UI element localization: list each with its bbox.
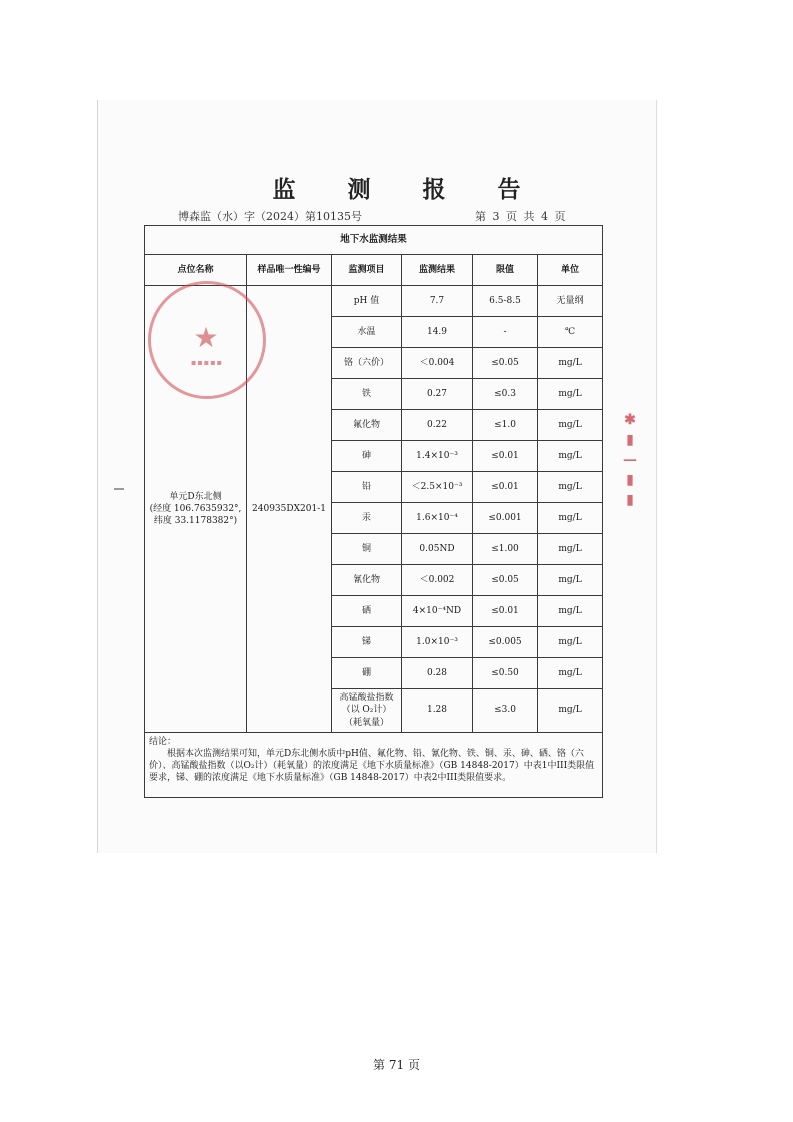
seal-text-icon: ▪▪▪▪▪	[190, 358, 224, 367]
result-cell: ＜2.5×10⁻³	[402, 472, 473, 503]
item-cell: 氟化物	[332, 410, 402, 441]
page-of-total: 第 3 页 共 4 页	[475, 210, 566, 223]
unit-cell: 无量纲	[538, 286, 603, 317]
limit-cell: ≤0.50	[473, 658, 538, 689]
sample-id-cell: 240935DX201-1	[247, 286, 332, 733]
scan-margin-mark	[114, 488, 124, 490]
result-cell: 0.22	[402, 410, 473, 441]
item-cell: 铅	[332, 472, 402, 503]
item-line: （耗氧量）	[343, 717, 389, 728]
table-caption: 地下水监测结果	[145, 226, 603, 255]
header-cell: 样品唯一性编号	[247, 255, 332, 286]
seam-stamp-mark-icon: ▮	[626, 492, 634, 508]
limit-cell: ≤0.01	[473, 596, 538, 627]
seam-stamp-mark-icon: ▮	[626, 432, 634, 448]
limit-cell: ≤1.00	[473, 534, 538, 565]
limit-cell: ≤0.3	[473, 379, 538, 410]
item-cell: 硒	[332, 596, 402, 627]
item-cell: 锑	[332, 627, 402, 658]
item-cell: 砷	[332, 441, 402, 472]
unit-cell: mg/L	[538, 379, 603, 410]
item-line: （以 O₂计）	[341, 705, 392, 716]
unit-cell: mg/L	[538, 658, 603, 689]
conclusion-label: 结论：	[149, 737, 177, 747]
report-number: 博森监（水）字（2024）第10135号	[178, 210, 362, 223]
limit-cell: -	[473, 317, 538, 348]
unit-cell: mg/L	[538, 348, 603, 379]
limit-cell: ≤0.01	[473, 441, 538, 472]
unit-cell: mg/L	[538, 503, 603, 534]
item-cell: 水温	[332, 317, 402, 348]
seam-stamp-mark-icon: ▮	[626, 472, 634, 488]
seal-star-icon: ★	[193, 321, 219, 354]
item-cell: 铜	[332, 534, 402, 565]
unit-cell: mg/L	[538, 410, 603, 441]
unit-cell: mg/L	[538, 689, 603, 733]
location-line: 纬度 33.1178382°)	[153, 516, 238, 527]
result-cell: 1.6×10⁻⁴	[402, 503, 473, 534]
limit-cell: ≤3.0	[473, 689, 538, 733]
result-cell: 7.7	[402, 286, 473, 317]
report-title: 监 测 报 告	[272, 176, 543, 203]
result-cell: 0.27	[402, 379, 473, 410]
limit-cell: ≤0.05	[473, 565, 538, 596]
unit-cell: ℃	[538, 317, 603, 348]
results-table	[144, 225, 603, 798]
item-cell: 铬（六价）	[332, 348, 402, 379]
table-row	[145, 286, 603, 317]
limit-cell: ≤0.05	[473, 348, 538, 379]
result-cell: 14.9	[402, 317, 473, 348]
unit-cell: mg/L	[538, 441, 603, 472]
unit-cell: mg/L	[538, 472, 603, 503]
result-cell: ＜0.002	[402, 565, 473, 596]
item-cell: 铁	[332, 379, 402, 410]
result-cell: 1.0×10⁻³	[402, 627, 473, 658]
conclusion-cell	[145, 733, 603, 798]
item-line: 高锰酸盐指数	[339, 693, 394, 704]
result-cell: 0.28	[402, 658, 473, 689]
result-cell: ＜0.004	[402, 348, 473, 379]
header-cell: 单位	[538, 255, 603, 286]
unit-cell: mg/L	[538, 596, 603, 627]
limit-cell: ≤0.001	[473, 503, 538, 534]
item-cell: 汞	[332, 503, 402, 534]
location-line: 单元D东北侧	[169, 491, 222, 502]
conclusion-text: 根据本次监测结果可知，单元D东北侧水质中pH值、氟化物、铅、氰化物、铁、铜、汞、砷、硒、铬（六价）、高锰酸盐指数（以O₂计）（耗氧量）的浓度满足《地下水质量标准》（GB 14848-2017）中表1中III类限值要求，锑、硼的浓度满足《地下水质量标准》（GB 14848-2017）中表2中III类限值要求。	[149, 749, 595, 784]
header-cell: 限值	[473, 255, 538, 286]
header-cell: 监测项目	[332, 255, 402, 286]
result-cell: 0.05ND	[402, 534, 473, 565]
seam-stamp-mark-icon: ✱	[624, 412, 636, 428]
result-cell: 1.28	[402, 689, 473, 733]
item-cell: 硼	[332, 658, 402, 689]
header-cell: 点位名称	[145, 255, 247, 286]
limit-cell: ≤0.005	[473, 627, 538, 658]
result-cell: 4×10⁻⁴ND	[402, 596, 473, 627]
seam-stamp-mark-icon: —	[623, 452, 637, 468]
header-cell: 监测结果	[402, 255, 473, 286]
item-cell	[332, 689, 402, 733]
unit-cell: mg/L	[538, 534, 603, 565]
item-cell: 氰化物	[332, 565, 402, 596]
result-cell: 1.4×10⁻³	[402, 441, 473, 472]
limit-cell: ≤0.01	[473, 472, 538, 503]
table-header-row	[145, 255, 603, 286]
location-line: (经度 106.7635932°,	[149, 503, 242, 514]
location-cell	[145, 286, 247, 733]
limit-cell: ≤1.0	[473, 410, 538, 441]
limit-cell: 6.5-8.5	[473, 286, 538, 317]
footer-page-number: 第 71 页	[373, 1058, 420, 1072]
item-cell: pH 值	[332, 286, 402, 317]
unit-cell: mg/L	[538, 627, 603, 658]
unit-cell: mg/L	[538, 565, 603, 596]
